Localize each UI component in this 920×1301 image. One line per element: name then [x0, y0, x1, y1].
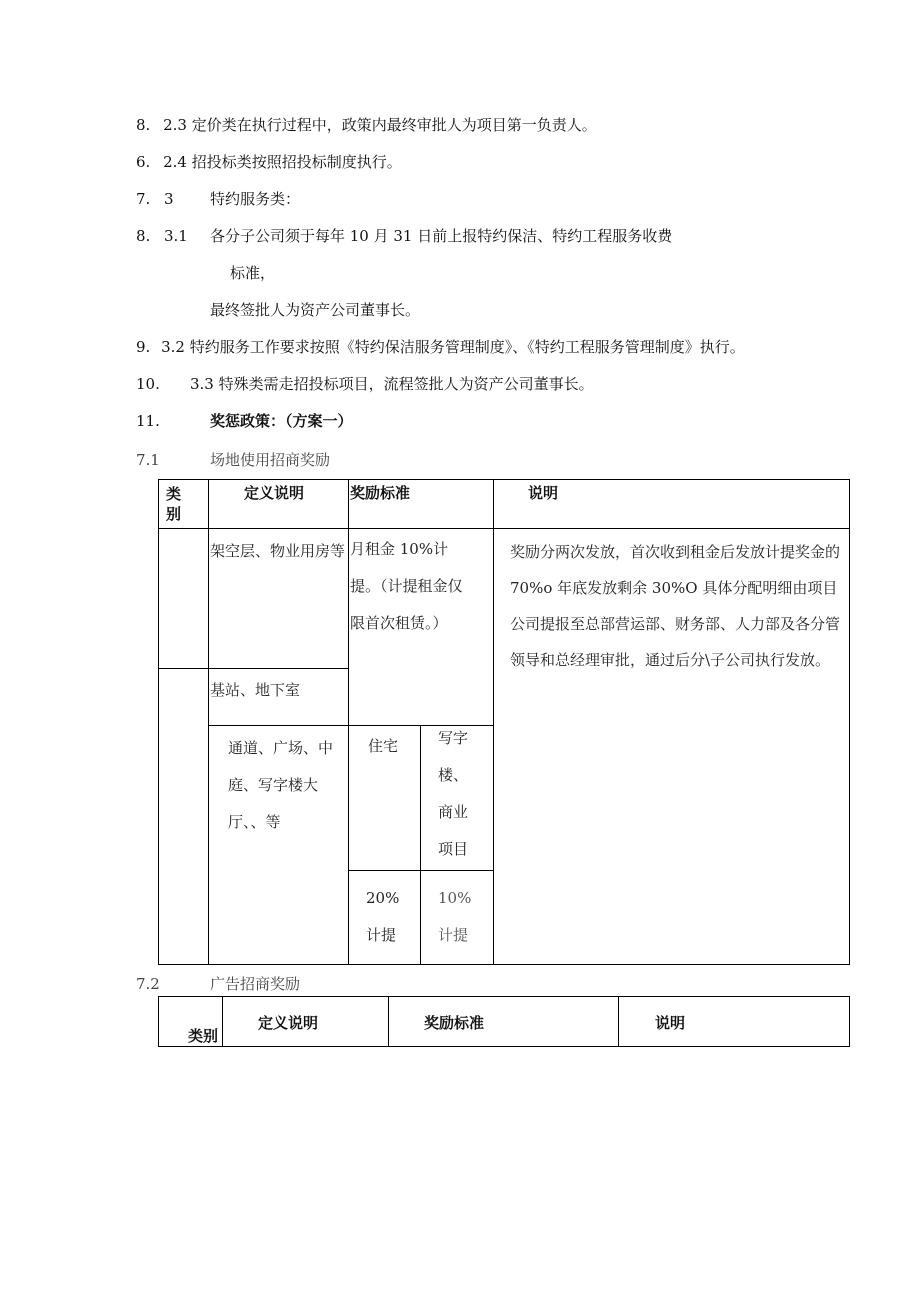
rate-residential: 20%计提 — [366, 889, 400, 944]
clause-number: 7. — [136, 190, 151, 208]
definition-cell: 基站、地下室 — [210, 681, 301, 699]
clause-continuation: 标准， — [230, 264, 276, 282]
clause-number: 11. — [136, 412, 160, 430]
header-category: 类别 — [188, 1027, 219, 1045]
clause-number: 9. — [136, 338, 151, 356]
clause-8-2-3 — [136, 115, 597, 135]
clause-text: 2.3 定价类在执行过程中，政策内最终审批人为项目第一负责人。 — [163, 116, 597, 134]
header-standard: 奖励标准 — [424, 1014, 485, 1032]
clause-subnumber: 3.1 — [164, 227, 188, 245]
header-definition: 定义说明 — [244, 484, 305, 502]
definition-cell: 架空层、物业用房等 — [210, 542, 346, 560]
clause-number: 10. — [136, 375, 160, 393]
clause-subnumber: 3 — [164, 190, 174, 208]
definition-cell: 通道、广场、中庭、写字楼大厅、、等 — [228, 739, 334, 831]
subsection-number: 7.1 — [136, 451, 160, 469]
clause-text: 特约服务类： — [210, 190, 301, 208]
clause-text: 各分子公司须于每年 10 月 31 日前上报特约保洁、特约工程服务收费 — [210, 227, 673, 245]
subsection-title: 广告招商奖励 — [210, 975, 301, 993]
header-definition: 定义说明 — [258, 1014, 319, 1032]
clause-continuation: 最终签批人为资产公司董事长。 — [210, 301, 421, 319]
clause-number: 8. — [136, 116, 151, 134]
standard-cell: 月租金 10%计提。（计提租金仅限首次租赁。） — [350, 540, 463, 632]
subsection-number: 7.2 — [136, 975, 160, 993]
header-note: 说明 — [528, 484, 559, 502]
clause-9-3-2 — [136, 337, 745, 357]
clause-6-2-4 — [136, 152, 402, 172]
rate-office: 10%计提 — [438, 889, 472, 944]
header-standard: 奖励标准 — [350, 484, 411, 502]
subcategory-office: 写字楼、商业项目 — [438, 729, 469, 858]
header-category: 类 别 — [166, 485, 182, 523]
clause-number: 8. — [136, 227, 151, 245]
clause-number: 6. — [136, 153, 151, 171]
clause-text: 3.3 特殊类需走招投标项目，流程签批人为资产公司董事长。 — [190, 375, 594, 393]
subsection-title: 场地使用招商奖励 — [210, 451, 331, 469]
subcategory-residential: 住宅 — [368, 737, 399, 755]
section-heading: 奖惩政策：（方案一） — [210, 412, 353, 430]
header-note: 说明 — [655, 1014, 686, 1032]
note-cell: 奖励分两次发放，首次收到租金后发放计提奖金的 70%o 年底发放剩余 30%O 具体分配明细由项目公司提报至总部营运部、财务部、人力部及各分管领导和总经理审批，通过后分\子公司执行发放。 — [510, 543, 841, 669]
clause-text: 3.2 特约服务工作要求按照《特约保洁服务管理制度》、《特约工程服务管理制度》执行。 — [161, 338, 745, 356]
clause-text: 2.4 招投标类按照招投标制度执行。 — [163, 153, 402, 171]
